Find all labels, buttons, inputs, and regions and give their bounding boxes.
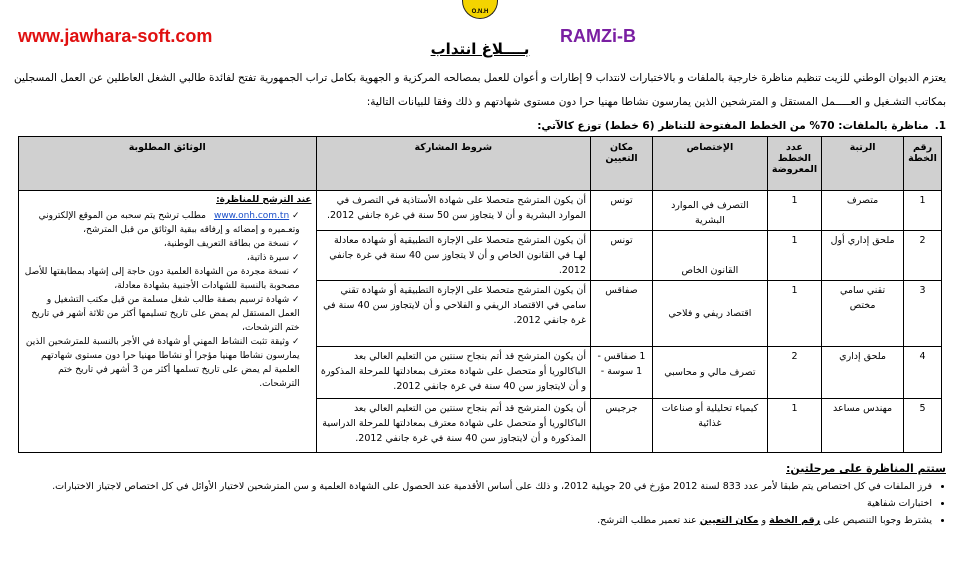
docs-list [23,209,312,391]
cell-no: 5 [904,399,942,453]
cell-no: 4 [904,347,942,399]
cell-count: 1 [767,231,821,281]
list-item: ✓ نسخة من بطاقة التعريف الوطنية، [23,237,300,251]
list-item: ✓ سيرة ذاتية، [23,251,300,265]
cell-grade: متصرف [822,191,904,231]
th-place: مكان التعيين [591,137,653,191]
list-item: • فرز الملفات في كل اختصاص يتم طبقا لأمر عدد 833 لسنة 2012 مؤرخ في 20 جويلية 2012، و ذلك على أساس الأقدمية عند الحصول على الشهادة العلمية و سن المترشحين لاختيار الأوائل في كل اختصاص لاجتياز الاختبارات. [14,478,932,495]
phases-heading: ستتم المناظرة على مرحلتين: [786,462,946,475]
cell-place: تونس [591,191,653,231]
cell-count: 1 [767,399,821,453]
th-no: رقم الخطة [904,137,942,191]
cell-spec: التصرف في الموارد البشرية [652,191,767,231]
docs-head: عند الترشح للمناظرة: [216,195,312,205]
list-item: ✓ وثيقة تثبت النشاط المهني أو شهادة في الأجر بالنسبة للمترشحين الذين يمارسون نشاطا مهنيا مؤجرا أو نشاطا مهنيا حرا دون مستوى شهادتهم العلمية لم يمض على تاريخ تسلمها أكثر من 3 أشهر في تاريخ ختم الترشحات. [23,335,300,391]
list-item: ✓ www.onh.com.tnمطلب ترشح يتم سحبه من الموقع الإلكتروني وتعـميره و إمضائه و إرفاقه ببقية الوثائق من قبل المترشح، [23,209,300,237]
onh-website-link[interactable]: www.onh.com.tn [213,211,290,221]
section-1-heading [537,120,946,132]
section-number: 1. [934,120,946,132]
cell-cond: أن يكون المترشح قد أتم بنجاح سنتين من التعليم العالي بعد الباكالوريا أو متحصل على شهادة معترف بمعادلتها للمرحلة الدراسية المذكورة و أن لايتجاوز سن 40 سنة في غرة جانفي 2012. [316,399,590,453]
table-row [19,191,942,231]
positions-table [18,136,942,453]
cell-cond: أن يكون المترشح متحصلا على الإجازة التطبيقية أو شهادة تقني سامي في الاقتصاد الريفي و الفلاحي و أن لايتجاوز سن 40 سنة في غرة جانفي 2012. [316,281,590,347]
cell-place: صفاقس [591,281,653,347]
th-grade: الرتبة [822,137,904,191]
cell-spec: اقتصاد ريفي و فلاحي [652,281,767,347]
cell-spec: القانون الخاص [652,231,767,281]
cell-place: تونس [591,231,653,281]
cell-count: 1 [767,191,821,231]
th-count: عدد الخطط المعروضة [767,137,821,191]
cell-no: 3 [904,281,942,347]
cell-grade: ملحق إداري [822,347,904,399]
cell-no: 2 [904,231,942,281]
table-header-row [19,137,942,191]
list-item: ✓ نسخة مجردة من الشهادة العلمية دون حاجة إلى إشهاد بمطابقتها للأصل مصحوبة بالنسبة للشهادات الأجنبية بشهادة معادلة، [23,265,300,293]
author-watermark: RAMZi-B [560,26,636,46]
underline-place: مكان التعيين [699,515,759,526]
list-item: ✓ شهادة ترسيم بصفة طالب شغل مسلمة من قبل مكتب التشغيل و العمل المستقل لم يمض على تاريخ تسليمها أكثر من ثلاثة أشهر في تاريخ ختم الترشحات، [23,293,300,335]
cell-grade: تقني سامي مختص [822,281,904,347]
cell-spec: كيمياء تحليلية أو صناعات غذائية [652,399,767,453]
th-docs: الوثائق المطلوبة [19,137,317,191]
cell-no: 1 [904,191,942,231]
section-text: مناظرة بالملفات: 70% من الخطط المفتوحة للتناظر (6 خطط) توزع كالآتي: [537,120,929,132]
list-item: • اختبارات شفاهية [14,495,932,512]
cell-count: 2 [767,347,821,399]
th-spec: الإختصاص [652,137,767,191]
site-watermark: www.jawhara-soft.com [18,26,213,46]
onh-logo [462,0,498,19]
page-title: بــــلاغ انتداب [430,40,530,58]
cell-place: جرجيس [591,399,653,453]
cell-grade: مهندس مساعد [822,399,904,453]
cell-cond: أن يكون المترشح قد أتم بنجاح سنتين من التعليم العالي بعد الباكالوريا أو متحصل على شهادة معترف بمعادلتها للمرحلة المذكورة و أن لايتجاوز سن 40 سنة في غرة جانفي 2012. [316,347,590,399]
required-documents [19,191,317,453]
logo-text: O.N.H [471,9,489,15]
phases-list [14,478,946,529]
underline-plan-number: رقم الخطة [769,515,821,526]
th-cond: شروط المشاركة [316,137,590,191]
cell-grade: ملحق إداري أول [822,231,904,281]
intro-paragraph: يعتزم الديوان الوطني للزيت تنظيم مناظرة خارجية بالملفات و بالاختبارات لانتداب 9 إطارات و أعوان للعمل بمصالحه المركزية و الجهوية بكامل تراب الجمهورية تفتح لفائدة طالبي الشغل العاطلين عن العمل المسجلين بمكاتب التشـغيل و العـــــمل المستقل و المترشحين الذين يمارسون نشاطا مهنيا حرا دون مستوى شهادتهم و ذلك وفقا للبيانات التالية: [14,72,946,108]
cell-cond: أن يكون المترشح متحصلا على الإجازة التطبيقية أو شهادة معادلة لهـا في القانون الخاص و أن لا يتجاوز سن 40 سنة في غرة جانفي 2012. [316,231,590,281]
cell-cond: أن يكون المترشح متحصلا على شهادة الأستاذية في التصرف في الموارد البشرية و أن لا يتجاوز سن 50 سنة في غرة جانفي 2012. [316,191,590,231]
cell-spec: تصرف مالي و محاسبي [652,347,767,399]
cell-place: 1 صفاقس - 1 سوسة - [591,347,653,399]
cell-count: 1 [767,281,821,347]
list-item: • يشترط وجوبا التنصيص على رقم الخطة و مكان التعيين عند تعمير مطلب الترشح. [14,512,932,529]
